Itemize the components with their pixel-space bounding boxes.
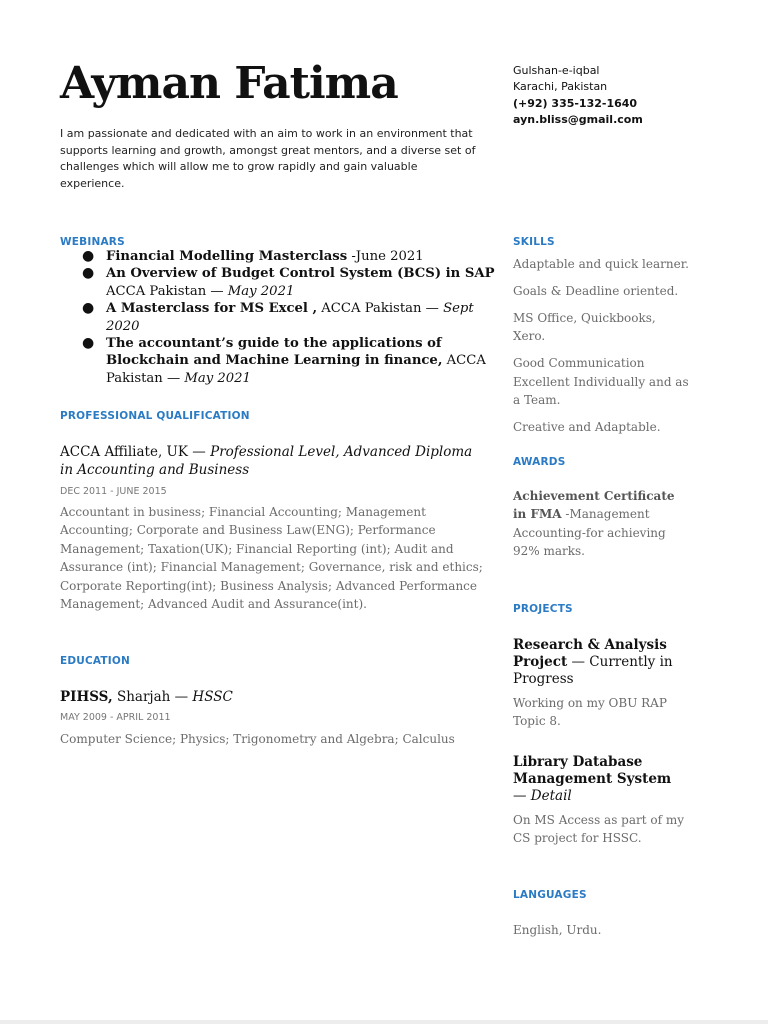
project-title bbox=[513, 754, 688, 805]
bullet-icon: ● bbox=[82, 300, 95, 317]
skill-item: Good Communication Excellent Individually and as a Team. bbox=[513, 356, 689, 407]
award-title: Achievement Certificate in FMA bbox=[513, 489, 675, 522]
email-address[interactable]: ayn.bliss@gmail.com bbox=[513, 112, 643, 126]
address-line-2: Karachi, Pakistan bbox=[513, 80, 608, 94]
intro-paragraph: I am passionate and dedicated with an aim to work in an environment that supports learning and growth, amongst great mentors, and a diverse set of challenges which will allow me to grow rapidly and gain valuable experience. bbox=[60, 127, 476, 190]
candidate-name: Ayman Fatima bbox=[60, 58, 398, 109]
qualification-separator: — bbox=[188, 444, 211, 460]
education-degree: HSSC bbox=[192, 689, 233, 705]
project-name: Research & Analysis Project bbox=[513, 637, 667, 670]
education-description: Computer Science; Physics; Trigonometry and Algebra; Calculus bbox=[60, 732, 455, 746]
project-separator: — bbox=[567, 654, 590, 670]
education-title bbox=[60, 689, 485, 707]
qualification-title bbox=[60, 444, 485, 479]
education-dates: MAY 2009 - APRIL 2011 bbox=[60, 712, 171, 723]
project-title bbox=[513, 637, 688, 688]
webinar-org: ACCA Pakistan bbox=[106, 353, 486, 386]
project-description: On MS Access as part of my CS project for HSSC. bbox=[513, 813, 685, 846]
education-separator: — bbox=[170, 689, 193, 705]
skills-heading: SKILLS bbox=[513, 236, 555, 248]
bullet-icon: ● bbox=[82, 335, 95, 352]
skill-item: MS Office, Quickbooks, Xero. bbox=[513, 310, 656, 344]
awards-heading: AWARDS bbox=[513, 456, 566, 468]
award-item bbox=[513, 487, 683, 561]
webinar-item bbox=[82, 300, 497, 335]
qualification-dates: DEC 2011 - JUNE 2015 bbox=[60, 486, 167, 497]
webinar-date: May 2021 bbox=[227, 283, 295, 299]
webinar-org: ACCA Pakistan bbox=[317, 301, 422, 317]
skill-item: Goals & Deadline oriented. bbox=[513, 283, 679, 298]
webinar-org: ACCA Pakistan bbox=[106, 283, 207, 299]
webinar-separator: — bbox=[162, 370, 185, 386]
webinar-title: An Overview of Budget Control System (BCS) in SAP bbox=[106, 266, 495, 282]
education-heading: EDUCATION bbox=[60, 655, 131, 667]
webinars-list bbox=[82, 248, 497, 387]
webinar-item bbox=[82, 265, 497, 300]
webinars-heading: WEBINARS bbox=[60, 236, 125, 248]
languages-text: English, Urdu. bbox=[513, 923, 602, 937]
education-location: Sharjah bbox=[112, 689, 171, 705]
webinar-separator: — bbox=[206, 283, 228, 299]
project-name: Library Database Management System bbox=[513, 754, 672, 787]
webinar-item bbox=[82, 335, 497, 387]
bullet-icon: ● bbox=[82, 248, 95, 264]
webinar-title: A Masterclass for MS Excel , bbox=[106, 301, 318, 317]
qualification-description: Accountant in business; Financial Accounting; Management Accounting; Corporate and Business Law(ENG); Performance Management; Taxation(UK); Financial Reporting (int); Audit and Assurance (int); Financial Management; Governance, risk and ethics; Corporate Reporting(int); Business Analysis; Advanced Performance Management; Advanced Audit and Assurance(int). bbox=[60, 505, 483, 612]
qualification-subtitle: Professional Level, Advanced Diploma in Accounting and Business bbox=[60, 444, 473, 478]
skill-item: Adaptable and quick learner. bbox=[513, 257, 689, 271]
project-status: Currently in Progress bbox=[513, 654, 673, 687]
education-school: PIHSS, bbox=[60, 689, 113, 705]
skill-item: Creative and Adaptable. bbox=[513, 419, 661, 434]
webinar-item bbox=[82, 248, 497, 265]
bullet-icon: ● bbox=[82, 265, 95, 282]
webinar-separator: — bbox=[421, 301, 444, 317]
webinar-date: Sept 2020 bbox=[106, 301, 474, 334]
award-detail: -Management Accounting-for achieving 92% marks. bbox=[513, 507, 666, 559]
webinar-title: Financial Modelling Masterclass bbox=[106, 249, 348, 264]
contact-block bbox=[513, 63, 643, 128]
project-separator: — bbox=[513, 788, 531, 804]
languages-heading: LANGUAGES bbox=[513, 889, 587, 901]
webinar-org: -June 2021 bbox=[347, 249, 424, 264]
project-status: Detail bbox=[530, 788, 572, 804]
qualification-heading: PROFESSIONAL QUALIFICATION bbox=[60, 410, 250, 422]
webinar-date: May 2021 bbox=[184, 370, 251, 386]
project-description: Working on my OBU RAP Topic 8. bbox=[513, 696, 667, 729]
phone-number: (+92) 335-132-1640 bbox=[513, 96, 638, 110]
skills-list bbox=[513, 255, 691, 445]
address-line-1: Gulshan-e-iqbal bbox=[513, 64, 600, 77]
projects-heading: PROJECTS bbox=[513, 603, 573, 615]
page-bottom-edge bbox=[0, 1020, 768, 1024]
qualification-name: ACCA Affiliate, UK bbox=[60, 444, 189, 460]
webinar-title: The accountant’s guide to the applications of Blockchain and Machine Learning in finance, bbox=[106, 336, 443, 369]
